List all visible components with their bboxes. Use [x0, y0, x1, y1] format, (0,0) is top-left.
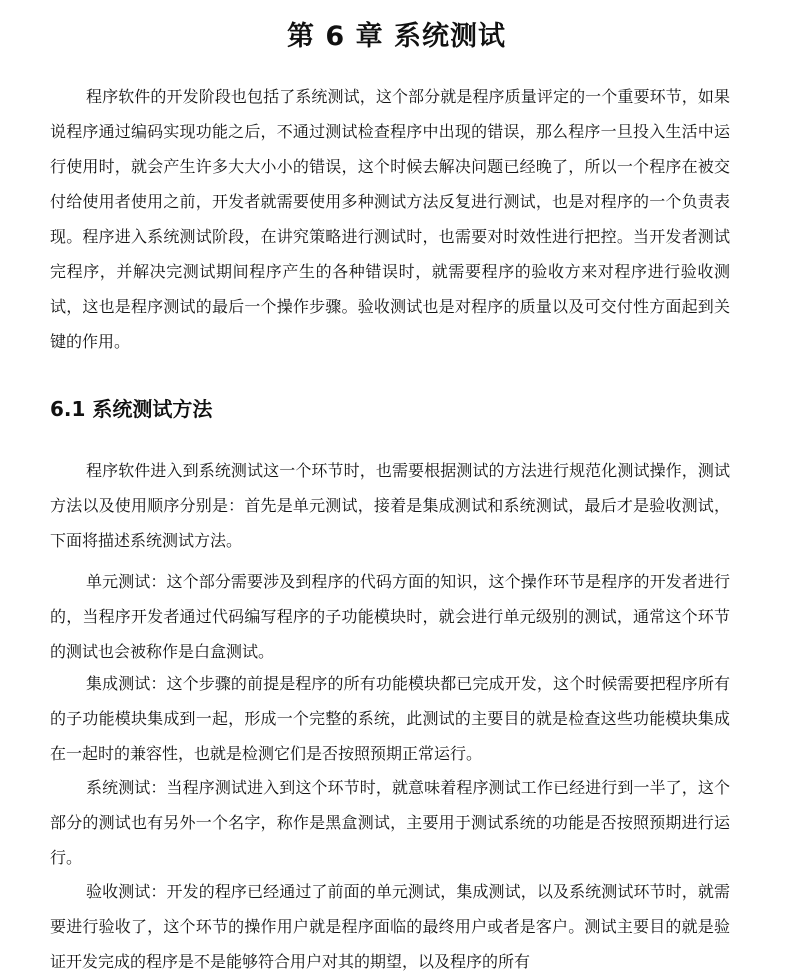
section-paragraph-system-testing: 系统测试：当程序测试进入到这个环节时，就意味着程序测试工作已经进行到一半了，这个部分的测试也有另外一个名字，称作是黑盒测试，主要用于测试系统的功能是否按照预期进行运行。 — [50, 778, 730, 867]
intro-paragraph: 程序软件的开发阶段也包括了系统测试，这个部分就是程序质量评定的一个重要环节，如果说程序通过编码实现功能之后，不通过测试检查程序中出现的错误，那么程序一旦投入生活中运行使用时，就会产生许多大大小小的错误，这个时候去解决问题已经晚了，所以一个程序在被交付给使用者使用之前，开发者就需要使用多种测试方法反复进行测试，也是对程序的一个负责表现。程序进入系统测试阶段，在讲究策略进行测试时，也需要对时效性进行把控。当开发者测试完程序，并解决完测试期间程序产生的各种错误时，就需要程序的验收方来对程序进行验收测试，这也是程序测试的最后一个操作步骤。验收测试也是对程序的质量以及可交付性方面起到关键的作用。 — [50, 87, 730, 351]
section-paragraph-integration-testing: 集成测试：这个步骤的前提是程序的所有功能模块都已完成开发，这个时候需要把程序所有的子功能模块集成到一起，形成一个完整的系统，此测试的主要目的就是检查这些功能模块集成在一起时的兼容性，也就是检测它们是否按照预期正常运行。 — [50, 674, 730, 763]
chapter-title: 第 6 章 系统测试 — [287, 21, 506, 52]
section-heading: 6.1 系统测试方法 — [50, 397, 213, 421]
section-paragraph-unit-testing: 单元测试：这个部分需要涉及到程序的代码方面的知识，这个操作环节是程序的开发者进行的，当程序开发者通过代码编写程序的子功能模块时，就会进行单元级别的测试，通常这个环节的测试也会被称作是白盒测试。 — [50, 572, 730, 661]
section-paragraph-overview: 程序软件进入到系统测试这一个环节时，也需要根据测试的方法进行规范化测试操作，测试方法以及使用顺序分别是：首先是单元测试，接着是集成测试和系统测试，最后才是验收测试，下面将描述系统测试方法。 — [50, 461, 730, 550]
section-paragraph-acceptance-testing: 验收测试：开发的程序已经通过了前面的单元测试，集成测试，以及系统测试环节时，就需要进行验收了，这个环节的操作用户就是程序面临的最终用户或者是客户。测试主要目的就是验证开发完成的程序是不是能够符合用户对其的期望，以及程序的所有 — [50, 882, 730, 971]
